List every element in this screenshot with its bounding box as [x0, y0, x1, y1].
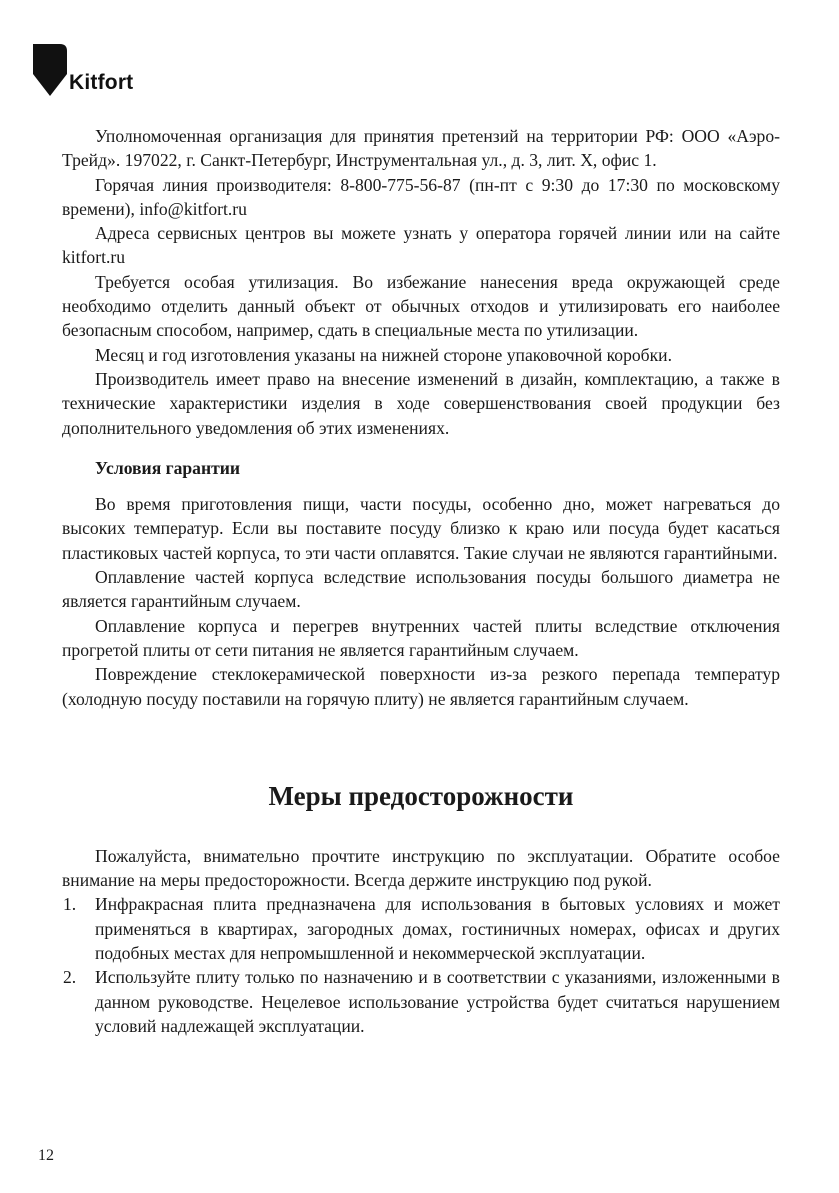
warranty-paragraph: Во время приготовления пищи, части посуды, особенно дно, может нагреваться до высоких температур. Если вы поставите посуду близко к краю или посуда будет касаться пластиковых частей корпуса, то эти части оплавятся. Такие случаи не являются гарантийными. — [62, 494, 780, 563]
paragraph-service-centers: Адреса сервисных центров вы можете узнать у оператора горячей линии или на сайте kitfort.ru — [62, 223, 780, 268]
list-item — [62, 965, 780, 1038]
section-heading-precautions: Меры предосторожности — [268, 780, 574, 811]
list-item-text: Используйте плиту только по назначению и в соответствии с указаниями, изложенными в данном руководстве. Нецелевое использование устройства будет считаться нарушением условий надлежащей эксплуатации. — [95, 967, 780, 1036]
list-item-number: 1. — [63, 894, 77, 915]
warranty-paragraph: Оплавление частей корпуса вследствие использования посуды большого диаметра не является гарантийным случаем. — [62, 567, 780, 612]
paragraph-hotline: Горячая линия производителя: 8-800-775-56-87 (пн-пт с 9:30 до 17:30 по московскому времени), info@kitfort.ru — [62, 174, 780, 219]
warranty-title: Условия гарантии — [95, 457, 241, 478]
document-body — [62, 124, 780, 1038]
precautions-list — [62, 892, 780, 1038]
paragraph-disposal: Требуется особая утилизация. Во избежание нанесения вреда окружающей среде необходимо отделить данный объект от обычных отходов и утилизировать его наиболее безопасным способом, например, сдать в специальные места по утилизации. — [62, 271, 780, 341]
list-item-text: Инфракрасная плита предназначена для использования в бытовых условиях и может применяться в квартирах, загородных домах, гостиничных номерах, офисах и других подобных местах для непромышленной и некоммерческой эксплуатации. — [95, 894, 780, 964]
paragraph-manufacturer-rights: Производитель имеет право на внесение изменений в дизайн, комплектацию, а также в технические характеристики изделия в ходе совершенствования своей продукции без дополнительного уведомления об этих изменениях. — [62, 368, 780, 438]
precautions-intro: Пожалуйста, внимательно прочтите инструкцию по эксплуатации. Обратите особое внимание на меры предосторожности. Всегда держите инструкцию под рукой. — [62, 845, 780, 891]
warranty-paragraph: Оплавление корпуса и перегрев внутренних частей плиты вследствие отключения прогретой плиты от сети питания не является гарантийным случаем. — [62, 615, 780, 660]
kitfort-logo-icon — [33, 44, 67, 96]
page-number: 12 — [38, 1147, 54, 1164]
paragraph-authorized-organization: Уполномоченная организация для принятия претензий на территории РФ: ООО «Аэро-Трейд». 197022, г. Санкт-Петербург, Инструментальная ул., д. 3, лит. Х, офис 1. — [62, 126, 780, 171]
list-item-number: 2. — [63, 967, 77, 988]
warranty-paragraph: Повреждение стеклокерамической поверхности из-за резкого перепада температур (холодную посуду поставили на горячую плиту) не является гарантийным случаем. — [62, 664, 780, 709]
list-item — [62, 892, 780, 965]
brand-logo — [33, 44, 133, 96]
paragraph-manufacture-date: Месяц и год изготовления указаны на нижней стороне упаковочной коробки. — [95, 344, 672, 365]
brand-name: Kitfort — [69, 71, 134, 94]
